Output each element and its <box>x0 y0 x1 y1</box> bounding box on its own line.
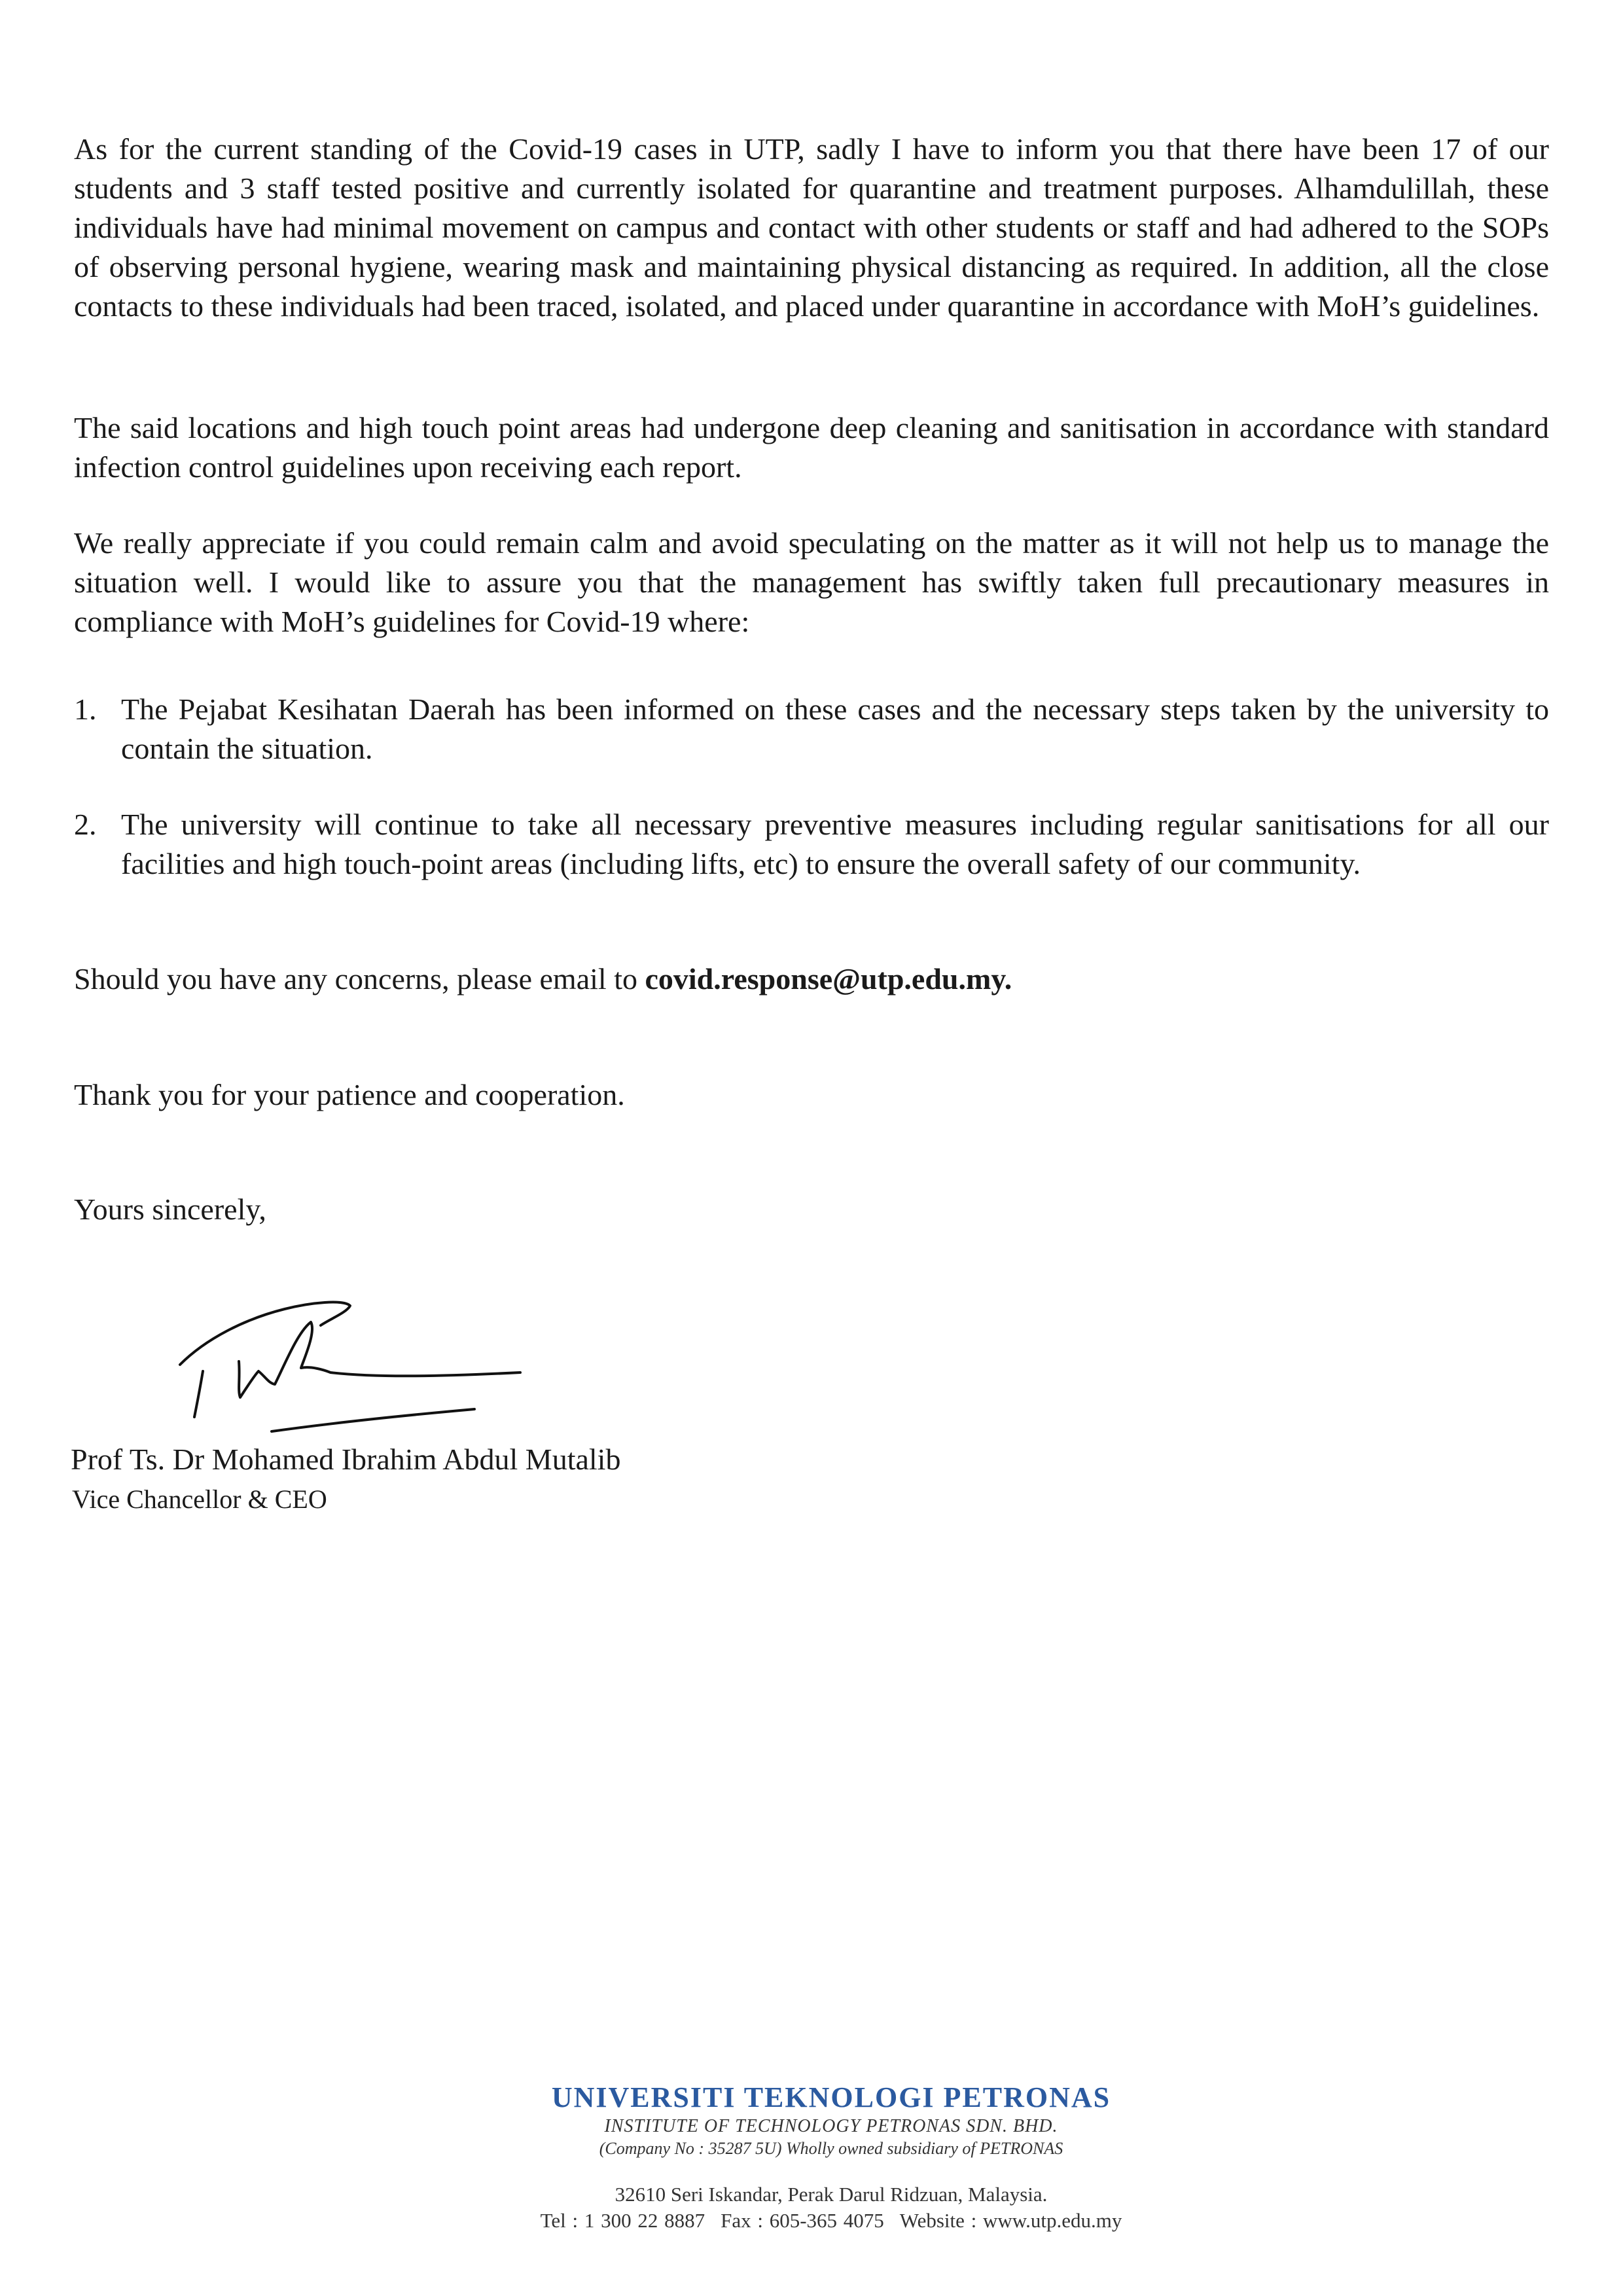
signature-image <box>167 1293 533 1450</box>
paragraph-cleaning: The said locations and high touch point areas had undergone deep cleaning and sanitisation in accordance with standard infection control guidelines upon receiving each report. <box>74 411 1549 484</box>
list-item <box>74 805 1549 884</box>
list-item-text: The Pejabat Kesihatan Daerah has been informed on these cases and the necessary steps taken by the university to contain the situation. <box>121 692 1549 765</box>
list-item <box>74 690 1549 768</box>
signer-name: Prof Ts. Dr Mohamed Ibrahim Abdul Mutalib <box>71 1443 621 1476</box>
thanks-line: Thank you for your patience and cooperation. <box>74 1078 625 1111</box>
list-item-number: 2. <box>74 808 97 841</box>
concerns-email[interactable]: covid.response@utp.edu.my. <box>645 962 1012 996</box>
concerns-text: Should you have any concerns, please email to <box>74 962 645 996</box>
footer-address: 32610 Seri Iskandar, Perak Darul Ridzuan, Malaysia. <box>615 2183 1048 2206</box>
signer-title: Vice Chancellor & CEO <box>72 1484 327 1514</box>
footer-institute-name: INSTITUTE OF TECHNOLOGY PETRONAS SDN. BHD. <box>604 2116 1058 2136</box>
footer-company-line: (Company No : 35287 5U) Wholly owned subsidiary of PETRONAS <box>599 2139 1063 2158</box>
footer-university-name: UNIVERSITI TEKNOLOGI PETRONAS <box>551 2081 1111 2113</box>
concerns-line <box>74 960 1012 999</box>
paragraph-appeal: We really appreciate if you could remain calm and avoid speculating on the matter as it will not help us to manage the situation well. I would like to assure you that the management has swiftly taken full precautionary measures in compliance with MoH’s guidelines for Covid-19 where: <box>74 526 1549 638</box>
footer-website[interactable]: Website : www.utp.edu.my <box>899 2209 1122 2232</box>
list-item-text: The university will continue to take all necessary preventive measures including regular sanitisations for all our facilities and high touch-point areas (including lifts, etc) to ensure the overall safety of our community. <box>121 808 1549 880</box>
footer-fax: Fax : 605-365 4075 <box>721 2209 884 2232</box>
list-item-number: 1. <box>74 692 97 726</box>
closing-line: Yours sincerely, <box>74 1193 266 1226</box>
paragraph-case-status: As for the current standing of the Covid-19 cases in UTP, sadly I have to inform you that there have been 17 of our students and 3 staff tested positive and currently isolated for quarantine and treatment purposes. Alhamdulillah, these individuals have had minimal movement on campus and contact with other students or staff and had adhered to the SOPs of observing personal hygiene, wearing mask and maintaining physical distancing as required. In addition, all the close contacts to these individuals had been traced, isolated, and placed under quarantine in accordance with MoH’s guidelines. <box>74 132 1549 323</box>
footer-contact <box>20 2208 1623 2233</box>
footer-tel: Tel : 1 300 22 8887 <box>540 2209 705 2232</box>
